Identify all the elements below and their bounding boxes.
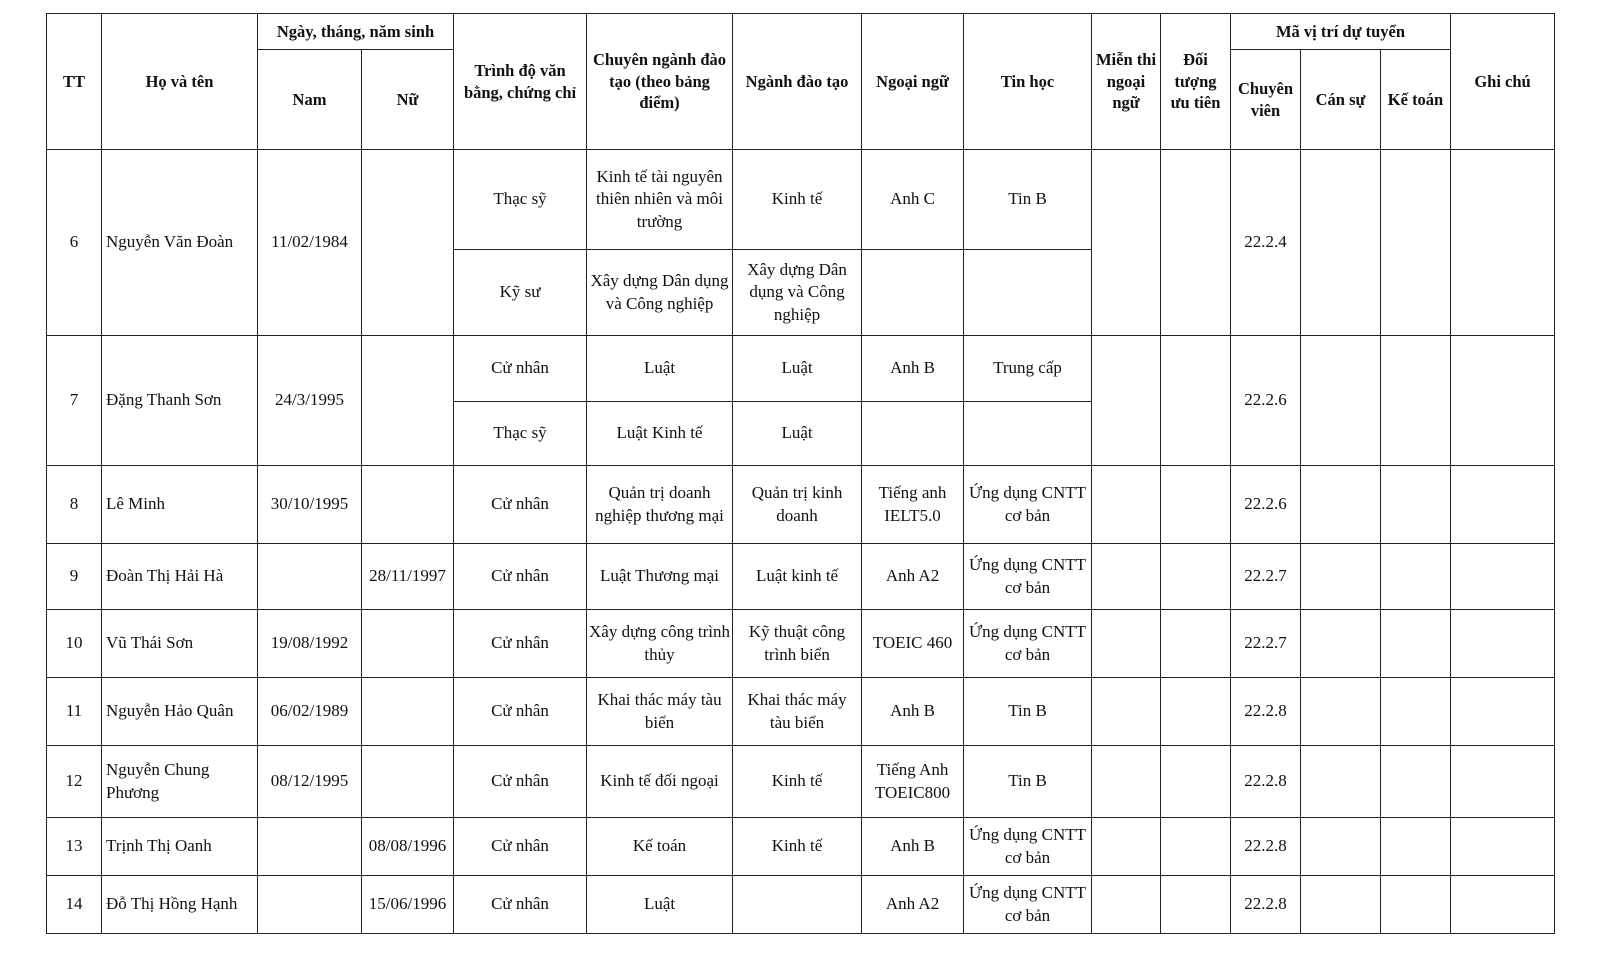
header-ghi-chu: Ghi chú <box>1451 14 1555 150</box>
cell-chuyen-nganh: Xây dựng công trình thủy <box>587 610 733 678</box>
cell-ghi-chu <box>1451 876 1555 934</box>
cell-ngoai-ngu: TOEIC 460 <box>862 610 964 678</box>
cell-trinh-do: Thạc sỹ <box>454 150 587 250</box>
candidate-table <box>46 13 1555 934</box>
table-row <box>47 746 1555 818</box>
cell-nganh: Kỹ thuật công trình biển <box>733 610 862 678</box>
cell-name: Nguyễn Văn Đoàn <box>102 150 258 336</box>
header-ngay-sinh: Ngày, tháng, năm sinh <box>258 14 454 50</box>
cell-tt: 8 <box>47 466 102 544</box>
cell-tin-hoc <box>964 402 1092 466</box>
cell-nam <box>258 818 362 876</box>
cell-chuyen-nganh: Xây dựng Dân dụng và Công nghiệp <box>587 250 733 336</box>
cell-name: Vũ Thái Sơn <box>102 610 258 678</box>
cell-name: Đoàn Thị Hải Hà <box>102 544 258 610</box>
cell-doi-tuong <box>1161 876 1231 934</box>
cell-nganh: Luật <box>733 402 862 466</box>
cell-ngoai-ngu: Anh C <box>862 150 964 250</box>
header-tin-hoc: Tin học <box>964 14 1092 150</box>
cell-tin-hoc: Tin B <box>964 746 1092 818</box>
cell-nganh: Quản trị kinh doanh <box>733 466 862 544</box>
cell-nu: 08/08/1996 <box>362 818 454 876</box>
cell-ngoai-ngu: Tiếng Anh TOEIC800 <box>862 746 964 818</box>
header-ngoai-ngu: Ngoại ngữ <box>862 14 964 150</box>
cell-ngoai-ngu <box>862 402 964 466</box>
cell-mien-thi <box>1092 876 1161 934</box>
cell-can-su <box>1301 678 1381 746</box>
cell-ke-toan <box>1381 150 1451 336</box>
cell-nam: 11/02/1984 <box>258 150 362 336</box>
cell-tin-hoc: Trung cấp <box>964 336 1092 402</box>
cell-nu: 15/06/1996 <box>362 876 454 934</box>
cell-chuyen-nganh: Luật <box>587 336 733 402</box>
cell-mien-thi <box>1092 818 1161 876</box>
cell-tin-hoc: Ứng dụng CNTT cơ bản <box>964 466 1092 544</box>
cell-ghi-chu <box>1451 466 1555 544</box>
cell-ke-toan <box>1381 876 1451 934</box>
cell-tt: 10 <box>47 610 102 678</box>
cell-chuyen-nganh: Kế toán <box>587 818 733 876</box>
cell-tin-hoc: Ứng dụng CNTT cơ bản <box>964 610 1092 678</box>
cell-tt: 9 <box>47 544 102 610</box>
cell-mien-thi <box>1092 610 1161 678</box>
cell-name: Nguyễn Chung Phương <box>102 746 258 818</box>
header-nu: Nữ <box>362 50 454 150</box>
header-trinh-do: Trình độ văn bằng, chứng chỉ <box>454 14 587 150</box>
cell-can-su <box>1301 466 1381 544</box>
cell-mien-thi <box>1092 150 1161 336</box>
header-ke-toan: Kế toán <box>1381 50 1451 150</box>
cell-chuyen-nganh: Luật Thương mại <box>587 544 733 610</box>
cell-tt: 11 <box>47 678 102 746</box>
cell-chuyen-vien: 22.2.8 <box>1231 876 1301 934</box>
cell-chuyen-vien: 22.2.8 <box>1231 678 1301 746</box>
cell-ngoai-ngu <box>862 250 964 336</box>
cell-ghi-chu <box>1451 818 1555 876</box>
cell-chuyen-nganh: Luật <box>587 876 733 934</box>
header-ma-vi-tri: Mã vị trí dự tuyển <box>1231 14 1451 50</box>
table-row <box>47 336 1555 402</box>
cell-ghi-chu <box>1451 746 1555 818</box>
cell-mien-thi <box>1092 466 1161 544</box>
cell-nam: 30/10/1995 <box>258 466 362 544</box>
header-ho-ten: Họ và tên <box>102 14 258 150</box>
cell-ghi-chu <box>1451 336 1555 466</box>
cell-nam <box>258 876 362 934</box>
cell-chuyen-vien: 22.2.8 <box>1231 818 1301 876</box>
cell-ke-toan <box>1381 678 1451 746</box>
table-row <box>47 610 1555 678</box>
candidate-list-page <box>46 13 1554 934</box>
cell-nganh: Khai thác máy tàu biển <box>733 678 862 746</box>
cell-chuyen-nganh: Khai thác máy tàu biển <box>587 678 733 746</box>
cell-ngoai-ngu: Tiếng anh IELT5.0 <box>862 466 964 544</box>
cell-doi-tuong <box>1161 150 1231 336</box>
table-row <box>47 150 1555 250</box>
cell-doi-tuong <box>1161 336 1231 466</box>
cell-doi-tuong <box>1161 466 1231 544</box>
cell-nu: 28/11/1997 <box>362 544 454 610</box>
header-nganh: Ngành đào tạo <box>733 14 862 150</box>
cell-ghi-chu <box>1451 678 1555 746</box>
cell-chuyen-nganh: Kinh tế tài nguyên thiên nhiên và môi trường <box>587 150 733 250</box>
cell-trinh-do: Cử nhân <box>454 746 587 818</box>
cell-chuyen-vien: 22.2.6 <box>1231 466 1301 544</box>
header-can-su: Cán sự <box>1301 50 1381 150</box>
table-row <box>47 818 1555 876</box>
cell-nganh: Luật kinh tế <box>733 544 862 610</box>
cell-ke-toan <box>1381 466 1451 544</box>
cell-doi-tuong <box>1161 678 1231 746</box>
cell-doi-tuong <box>1161 610 1231 678</box>
header-nam: Nam <box>258 50 362 150</box>
cell-ngoai-ngu: Anh A2 <box>862 876 964 934</box>
cell-tin-hoc: Tin B <box>964 150 1092 250</box>
cell-trinh-do: Cử nhân <box>454 818 587 876</box>
cell-chuyen-nganh: Kinh tế đối ngoại <box>587 746 733 818</box>
cell-mien-thi <box>1092 678 1161 746</box>
cell-trinh-do: Cử nhân <box>454 876 587 934</box>
cell-nam: 06/02/1989 <box>258 678 362 746</box>
cell-mien-thi <box>1092 336 1161 466</box>
cell-can-su <box>1301 336 1381 466</box>
cell-nu <box>362 466 454 544</box>
table-body <box>47 150 1555 934</box>
cell-chuyen-vien: 22.2.7 <box>1231 544 1301 610</box>
cell-can-su <box>1301 876 1381 934</box>
cell-nam: 08/12/1995 <box>258 746 362 818</box>
cell-ngoai-ngu: Anh B <box>862 678 964 746</box>
cell-can-su <box>1301 746 1381 818</box>
cell-nam: 24/3/1995 <box>258 336 362 466</box>
cell-ghi-chu <box>1451 150 1555 336</box>
cell-nganh: Kinh tế <box>733 818 862 876</box>
cell-nam <box>258 544 362 610</box>
cell-name: Đỗ Thị Hồng Hạnh <box>102 876 258 934</box>
cell-name: Đặng Thanh Sơn <box>102 336 258 466</box>
cell-ke-toan <box>1381 746 1451 818</box>
cell-ghi-chu <box>1451 544 1555 610</box>
cell-tt: 12 <box>47 746 102 818</box>
cell-chuyen-vien: 22.2.4 <box>1231 150 1301 336</box>
cell-ke-toan <box>1381 544 1451 610</box>
cell-chuyen-vien: 22.2.6 <box>1231 336 1301 466</box>
cell-tt: 14 <box>47 876 102 934</box>
cell-trinh-do: Kỹ sư <box>454 250 587 336</box>
cell-nu <box>362 610 454 678</box>
cell-nam: 19/08/1992 <box>258 610 362 678</box>
cell-chuyen-vien: 22.2.7 <box>1231 610 1301 678</box>
cell-name: Lê Minh <box>102 466 258 544</box>
cell-tin-hoc: Tin B <box>964 678 1092 746</box>
cell-doi-tuong <box>1161 544 1231 610</box>
cell-doi-tuong <box>1161 818 1231 876</box>
cell-ke-toan <box>1381 610 1451 678</box>
cell-trinh-do: Cử nhân <box>454 544 587 610</box>
cell-chuyen-vien: 22.2.8 <box>1231 746 1301 818</box>
cell-can-su <box>1301 610 1381 678</box>
cell-chuyen-nganh: Quản trị doanh nghiệp thương mại <box>587 466 733 544</box>
cell-nganh <box>733 876 862 934</box>
cell-nganh: Xây dựng Dân dụng và Công nghiệp <box>733 250 862 336</box>
cell-can-su <box>1301 544 1381 610</box>
cell-nganh: Kinh tế <box>733 150 862 250</box>
header-doi-tuong: Đối tượng ưu tiên <box>1161 14 1231 150</box>
cell-tin-hoc: Ứng dụng CNTT cơ bản <box>964 876 1092 934</box>
cell-nganh: Kinh tế <box>733 746 862 818</box>
cell-mien-thi <box>1092 746 1161 818</box>
cell-tt: 7 <box>47 336 102 466</box>
cell-tt: 13 <box>47 818 102 876</box>
cell-trinh-do: Cử nhân <box>454 610 587 678</box>
cell-trinh-do: Cử nhân <box>454 336 587 402</box>
cell-can-su <box>1301 818 1381 876</box>
table-row <box>47 466 1555 544</box>
cell-nu <box>362 746 454 818</box>
cell-ke-toan <box>1381 818 1451 876</box>
cell-name: Nguyễn Hảo Quân <box>102 678 258 746</box>
table-row <box>47 544 1555 610</box>
cell-nganh: Luật <box>733 336 862 402</box>
cell-trinh-do: Thạc sỹ <box>454 402 587 466</box>
cell-ghi-chu <box>1451 610 1555 678</box>
header-chuyen-nganh: Chuyên ngành đào tạo (theo bảng điểm) <box>587 14 733 150</box>
table-row <box>47 678 1555 746</box>
cell-nu <box>362 150 454 336</box>
cell-tin-hoc: Ứng dụng CNTT cơ bản <box>964 818 1092 876</box>
cell-can-su <box>1301 150 1381 336</box>
header-chuyen-vien: Chuyên viên <box>1231 50 1301 150</box>
table-header <box>47 14 1555 150</box>
cell-nu <box>362 336 454 466</box>
cell-tin-hoc <box>964 250 1092 336</box>
cell-mien-thi <box>1092 544 1161 610</box>
cell-ngoai-ngu: Anh B <box>862 818 964 876</box>
cell-doi-tuong <box>1161 746 1231 818</box>
cell-nu <box>362 678 454 746</box>
header-mien-thi: Miễn thi ngoại ngữ <box>1092 14 1161 150</box>
table-row <box>47 876 1555 934</box>
cell-ke-toan <box>1381 336 1451 466</box>
cell-ngoai-ngu: Anh A2 <box>862 544 964 610</box>
cell-trinh-do: Cử nhân <box>454 678 587 746</box>
header-tt: TT <box>47 14 102 150</box>
cell-ngoai-ngu: Anh B <box>862 336 964 402</box>
cell-trinh-do: Cử nhân <box>454 466 587 544</box>
cell-chuyen-nganh: Luật Kinh tế <box>587 402 733 466</box>
cell-tt: 6 <box>47 150 102 336</box>
cell-tin-hoc: Ứng dụng CNTT cơ bản <box>964 544 1092 610</box>
cell-name: Trịnh Thị Oanh <box>102 818 258 876</box>
